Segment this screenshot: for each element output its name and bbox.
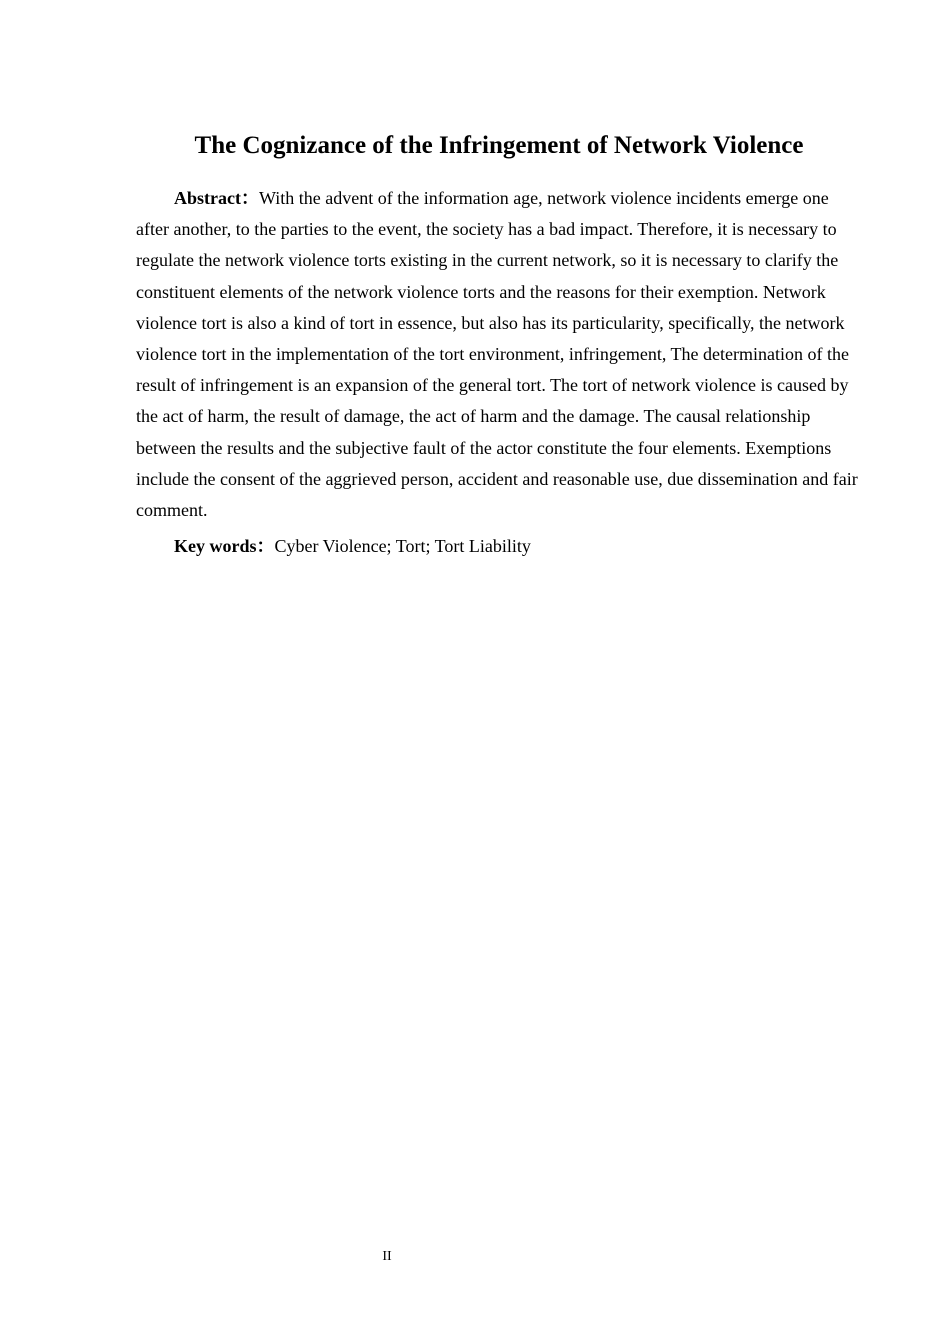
- keywords-text: Cyber Violence; Tort; Tort Liability: [274, 536, 531, 556]
- keywords-label: Key words：: [174, 536, 275, 556]
- keywords-paragraph: [136, 531, 858, 562]
- page-title: The Cognizance of the Infringement of Network Violence: [194, 132, 804, 159]
- abstract-text: With the advent of the information age, network violence incidents emerge one after another, to the parties to the event, the society has a bad impact. Therefore, it is necessary to regulate the network violence torts existing in the current network, so it is necessary to clarify the constituent elements of the network violence torts and the reasons for their exemption. Network violence tort is also a kind of tort in essence, but also has its particularity, specifically, the network violence tort in the implementation of the tort environment, infringement, The determination of the result of infringement is an expansion of the general tort. The tort of network violence is caused by the act of harm, the result of damage, the act of harm and the damage. The causal relationship between the results and the subjective fault of the actor constitute the four elements. Exemptions include the consent of the aggrieved person, accident and reasonable use, due dissemination and fair comment.: [136, 188, 858, 521]
- abstract-label: Abstract：: [174, 188, 259, 208]
- page-number: II: [382, 1249, 392, 1264]
- abstract-paragraph: [136, 183, 858, 526]
